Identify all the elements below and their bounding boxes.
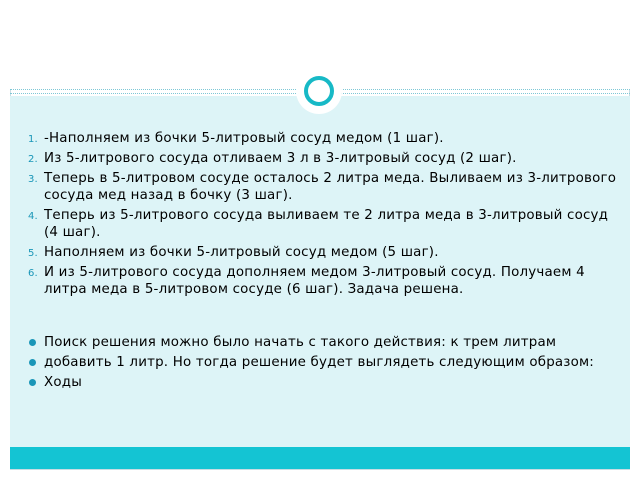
footer-bar (10, 447, 630, 469)
item-text: добавить 1 литр. Но тогда решение будет выглядеть следующим образом: (44, 355, 595, 370)
notes-list (28, 334, 618, 394)
list-item (28, 374, 618, 391)
list-item (28, 354, 618, 371)
item-number: 4. (28, 211, 38, 222)
item-number: 1. (28, 134, 38, 145)
item-text: Теперь в 5-литровом сосуде осталось 2 литра меда. Выливаем из 3-литрового сосуда мед назад в бочку (3 шаг). (44, 171, 617, 203)
list-item (28, 264, 618, 298)
item-number: 3. (28, 174, 38, 185)
list-item (28, 207, 618, 241)
list-item (28, 244, 618, 261)
item-text: И из 5-литрового сосуда дополняем медом 3-литровый сосуд. Получаем 4 литра меда в 5-литровом сосуде (6 шаг). Задача решена. (44, 265, 585, 297)
steps-list (28, 130, 618, 301)
list-item (28, 170, 618, 204)
item-text: Ходы (44, 375, 82, 390)
ring-icon (304, 76, 334, 106)
list-item (28, 334, 618, 351)
item-text: Из 5-литрового сосуда отливаем 3 л в 3-литровый сосуд (2 шаг). (44, 151, 517, 166)
item-number: 2. (28, 154, 38, 165)
item-text: Поиск решения можно было начать с такого действия: к трем литрам (44, 335, 557, 350)
item-text: -Наполняем из бочки 5-литровый сосуд медом (1 шаг). (44, 131, 444, 146)
bullet-icon (29, 359, 36, 366)
circle-ornament (296, 68, 342, 114)
list-item (28, 150, 618, 167)
bullet-icon (29, 339, 36, 346)
bullet-icon (29, 379, 36, 386)
item-number: 5. (28, 248, 38, 259)
item-text: Теперь из 5-литрового сосуда выливаем те 2 литра меда в 3-литровый сосуд (4 шаг). (44, 208, 609, 240)
list-item (28, 130, 618, 147)
item-text: Наполняем из бочки 5-литровый сосуд медом (5 шаг). (44, 245, 439, 260)
item-number: 6. (28, 268, 38, 279)
